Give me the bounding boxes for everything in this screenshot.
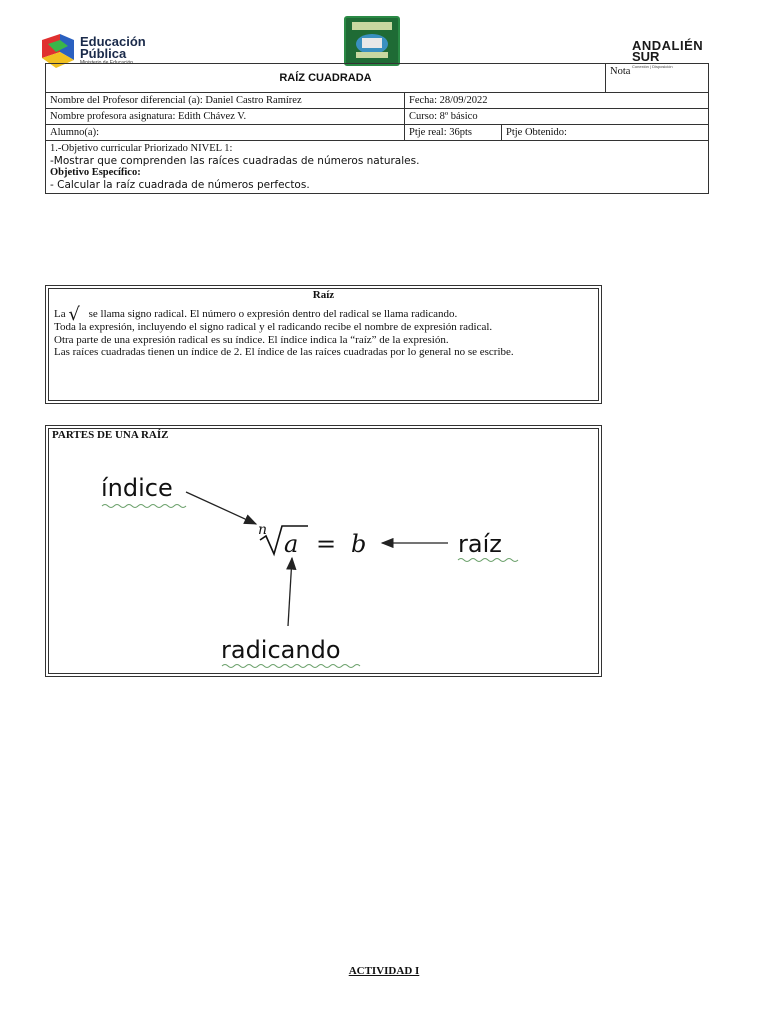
formula-index: n	[258, 522, 268, 538]
alumno-field[interactable]: Alumno(a):	[46, 125, 405, 141]
ptje-obtenido-field[interactable]: Ptje Obtenido:	[502, 125, 709, 141]
label-indice: índice	[101, 474, 173, 502]
logo-right-line2: SUR	[632, 49, 660, 64]
radicando-underline	[222, 665, 360, 668]
profesora-asignatura: Nombre profesora asignatura: Edith Chávez V.	[46, 109, 405, 125]
raiz-line2: Toda la expresión, incluyendo el signo radical y el radicando recibe el nombre de expresión radical.	[54, 321, 493, 333]
raiz-line1-pre: La	[54, 307, 66, 320]
nota-field[interactable]: Nota	[606, 64, 709, 93]
formula-a: a	[284, 530, 299, 558]
partes-raiz-diagram	[46, 426, 601, 676]
school-crest-logo	[344, 16, 400, 66]
curso: Curso: 8º básico	[405, 109, 709, 125]
logo-left-line1: Educación	[80, 34, 146, 49]
header-table	[45, 63, 709, 194]
label-raiz: raíz	[458, 530, 502, 558]
objetivos-cell	[46, 141, 709, 194]
actividad-heading: ACTIVIDAD I	[348, 965, 420, 977]
radical-sign-icon: √	[68, 303, 80, 325]
indice-underline	[102, 505, 186, 508]
logo-right-line1: ANDALIÉN	[632, 38, 704, 53]
worksheet-title: RAÍZ CUADRADA	[46, 64, 606, 93]
objetivo-curricular: 1.-Objetivo curricular Priorizado NIVEL 1:	[50, 143, 233, 154]
objetivo-especifico-text: - Calcular la raíz cuadrada de números perfectos.	[50, 179, 310, 191]
logo-left-sub: Ministerio de Educación	[80, 60, 134, 66]
profesor-diferencial: Nombre del Profesor diferencial (a): Daniel Castro Ramírez	[46, 93, 405, 109]
arrow-to-radicando	[288, 558, 292, 626]
fecha: Fecha: 28/09/2022	[405, 93, 709, 109]
objetivo-especifico-label: Objetivo Específico:	[50, 167, 141, 178]
school-crest-icon	[346, 18, 398, 64]
objetivo-curricular-text: -Mostrar que comprenden las raíces cuadradas de números naturales.	[50, 155, 420, 167]
raiz-explanation-box	[45, 285, 602, 404]
raiz-line4: Las raíces cuadradas tienen un índice de 2. El índice de las raíces cuadradas por lo general no se escribe.	[54, 346, 514, 358]
raiz-underline	[458, 559, 518, 562]
partes-raiz-box	[45, 425, 602, 677]
raiz-line1	[54, 303, 593, 325]
partes-title: PARTES DE UNA RAÍZ	[52, 429, 169, 441]
arrow-to-indice	[186, 492, 256, 524]
logo-left-line2: Pública	[80, 46, 127, 61]
label-radicando: radicando	[221, 636, 341, 664]
formula-equals: =	[316, 530, 337, 558]
formula-b: b	[351, 530, 367, 558]
ptje-real: Ptje real: 36pts	[405, 125, 502, 141]
raiz-title: Raíz	[312, 289, 335, 301]
logo-right-sub: Conexión | Disposición	[632, 64, 673, 69]
raiz-line1-post: se llama signo radical. El número o expresión dentro del radical se llama radicando.	[88, 307, 458, 320]
raiz-line3: Otra parte de una expresión radical es su índice. El índice indica la “raíz” de la expresión.	[54, 333, 449, 346]
